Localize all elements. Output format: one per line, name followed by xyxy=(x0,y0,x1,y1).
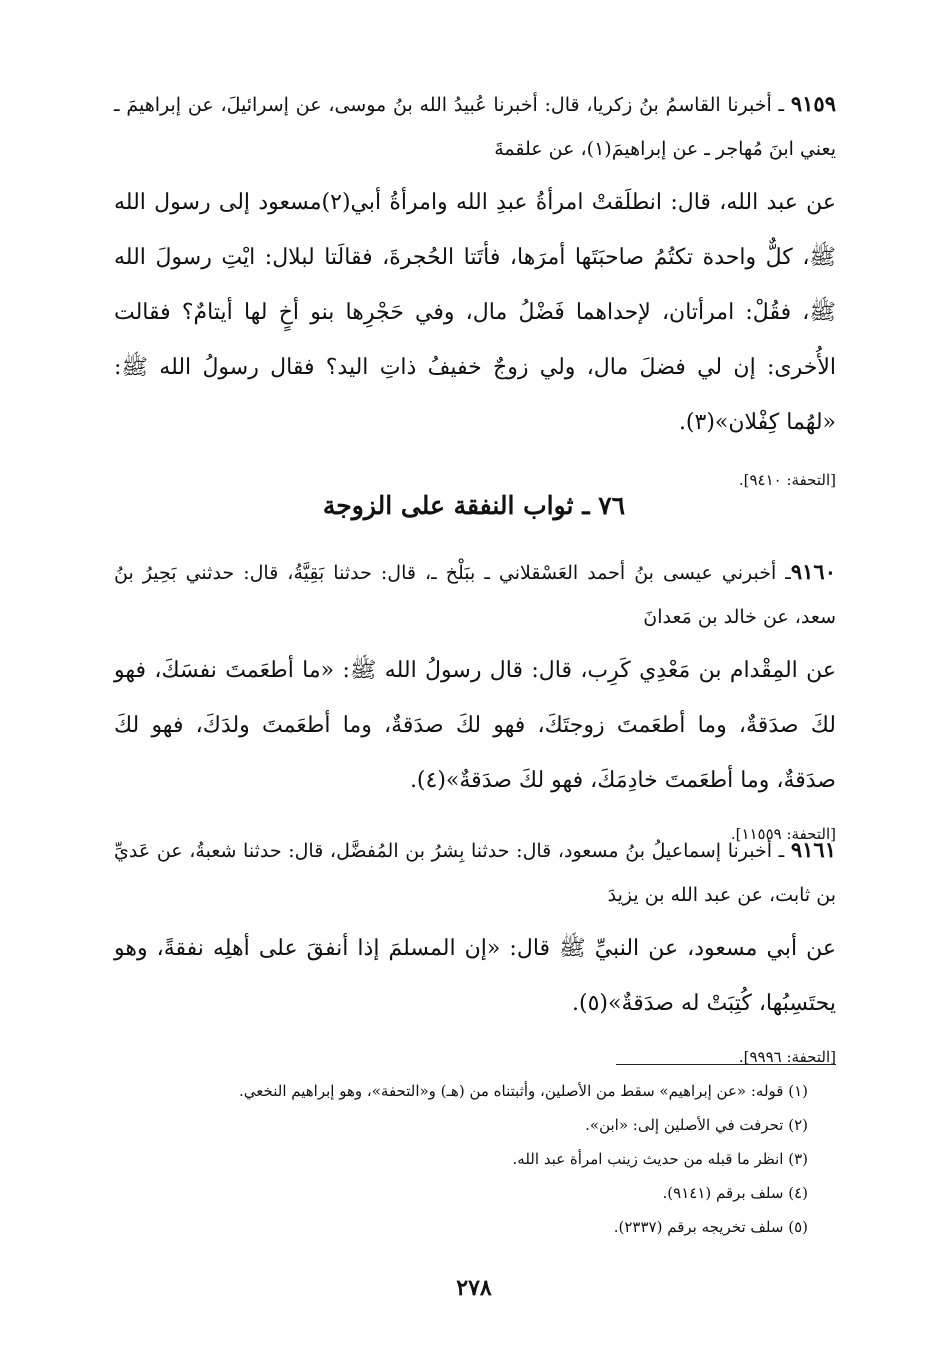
hadith-text: عن عبد الله، قال: انطلَقتْ امرأةُ عبدِ الله وامرأةُ أبي(٢)مسعود إلى رسول الله ﷺ، كلٌّ واحدة تكتُمُ صاحبَتَها أمرَها، فأتَتا الحُجرةَ، فقالَتا لبلال: ايْتِ رسولَ الله ﷺ، فقُلْ: امرأتان، لإحداهما فَضْلُ مال، وفي حَجْرِها بنو أخٍ لها أيتامٌ؟ فقالت الأُخرى: إن لي فضلَ مال، ولي زوجٌ خفيفُ ذاتِ اليد؟ فقال رسولُ الله ﷺ: «لهُما كِفْلان»(٣). xyxy=(114,190,836,435)
chapter-heading: ٧٦ ـ ثواب النفقة على الزوجة xyxy=(322,491,626,520)
hadith-9160 xyxy=(114,550,836,846)
hadith-number: ٩١٦١ xyxy=(790,837,836,862)
footnote-4: (٤) سلف برقم (٩١٤١). xyxy=(662,1184,808,1202)
hadith-9161 xyxy=(114,828,836,1069)
footnote-1: (١) قوله: «عن إبراهيم» سقط من الأصلين، وأثبتناه من (هـ) و«التحفة»، وهو إبراهيم النخعي. xyxy=(239,1082,808,1100)
tuhfa-reference: [التحفة: ١١٥٥٩]. xyxy=(730,825,836,843)
isnad-chain xyxy=(114,550,836,639)
isnad-chain xyxy=(114,828,836,917)
footnote-5: (٥) سلف تخريجه برقم (٢٣٣٧). xyxy=(613,1218,808,1236)
isnad-text: ـ أخبرنا القاسمُ بنُ زكريا، قال: أخبرنا عُبيدُ الله بنُ موسى، عن إسرائيلَ، عن إبراهيمَ ـ يعني ابنَ مُهاجر ـ عن إبراهيمَ(١)، عن علقمةَ xyxy=(114,94,836,160)
tuhfa-reference: [التحفة: ٩٩٩٦]. xyxy=(738,1048,836,1066)
footnotes xyxy=(118,1074,808,1244)
hadith-number: ٩١٥٩ xyxy=(790,91,836,116)
page-number: ٢٧٨ xyxy=(456,1275,492,1301)
hadith-text: عن أبي مسعود، عن النبيِّ ﷺ قال: «إن المسلمَ إذا أنفقَ على أهلِه نفقةً، وهو يحتَسِبُها، كُتِبَتْ له صدَقةٌ»(٥). xyxy=(114,936,836,1016)
isnad-text: ـ أخبرنا إسماعيلُ بنُ مسعود، قال: حدثنا بِشرُ بن المُفضَّل، قال: حدثنا شعبةُ، عن عَديِّ بن ثابت، عن عبد الله بن يزيدَ xyxy=(114,840,836,906)
footnote-3: (٣) انظر ما قبله من حديث زينب امرأة عبد الله. xyxy=(512,1150,808,1168)
hadith-text: عن المِقْدام بن مَعْدِي كَرِب، قال: قال رسولُ الله ﷺ: «ما أطعَمتَ نفسَكَ، فهو لكَ صدَقةٌ، وما أطعَمتَ زوجتَكَ، فهو لكَ صدَقةٌ، وما أطعَمتَ ولدَكَ، فهو لكَ صدَقةٌ، وما أطعَمتَ خادِمَكَ، فهو لكَ صدَقةٌ»(٤). xyxy=(114,658,836,793)
hadith-number: ٩١٦٠ xyxy=(790,559,836,584)
isnad-chain xyxy=(114,82,836,171)
tuhfa-reference: [التحفة: ٩٤١٠]. xyxy=(738,471,836,489)
isnad-text: ـ أخبرني عيسى بنُ أحمد العَسْقلاني ـ ببَلْخ ـ، قال: حدثنا بَقِيَّةُ، قال: حدثني بَحِيرُ بنُ سعد، عن خالد بن مَعدانَ xyxy=(114,562,836,628)
footnote-2: (٢) تحرفت في الأصلين إلى: «ابن». xyxy=(585,1116,808,1134)
footnote-divider xyxy=(616,1064,836,1065)
hadith-9159 xyxy=(114,82,836,492)
